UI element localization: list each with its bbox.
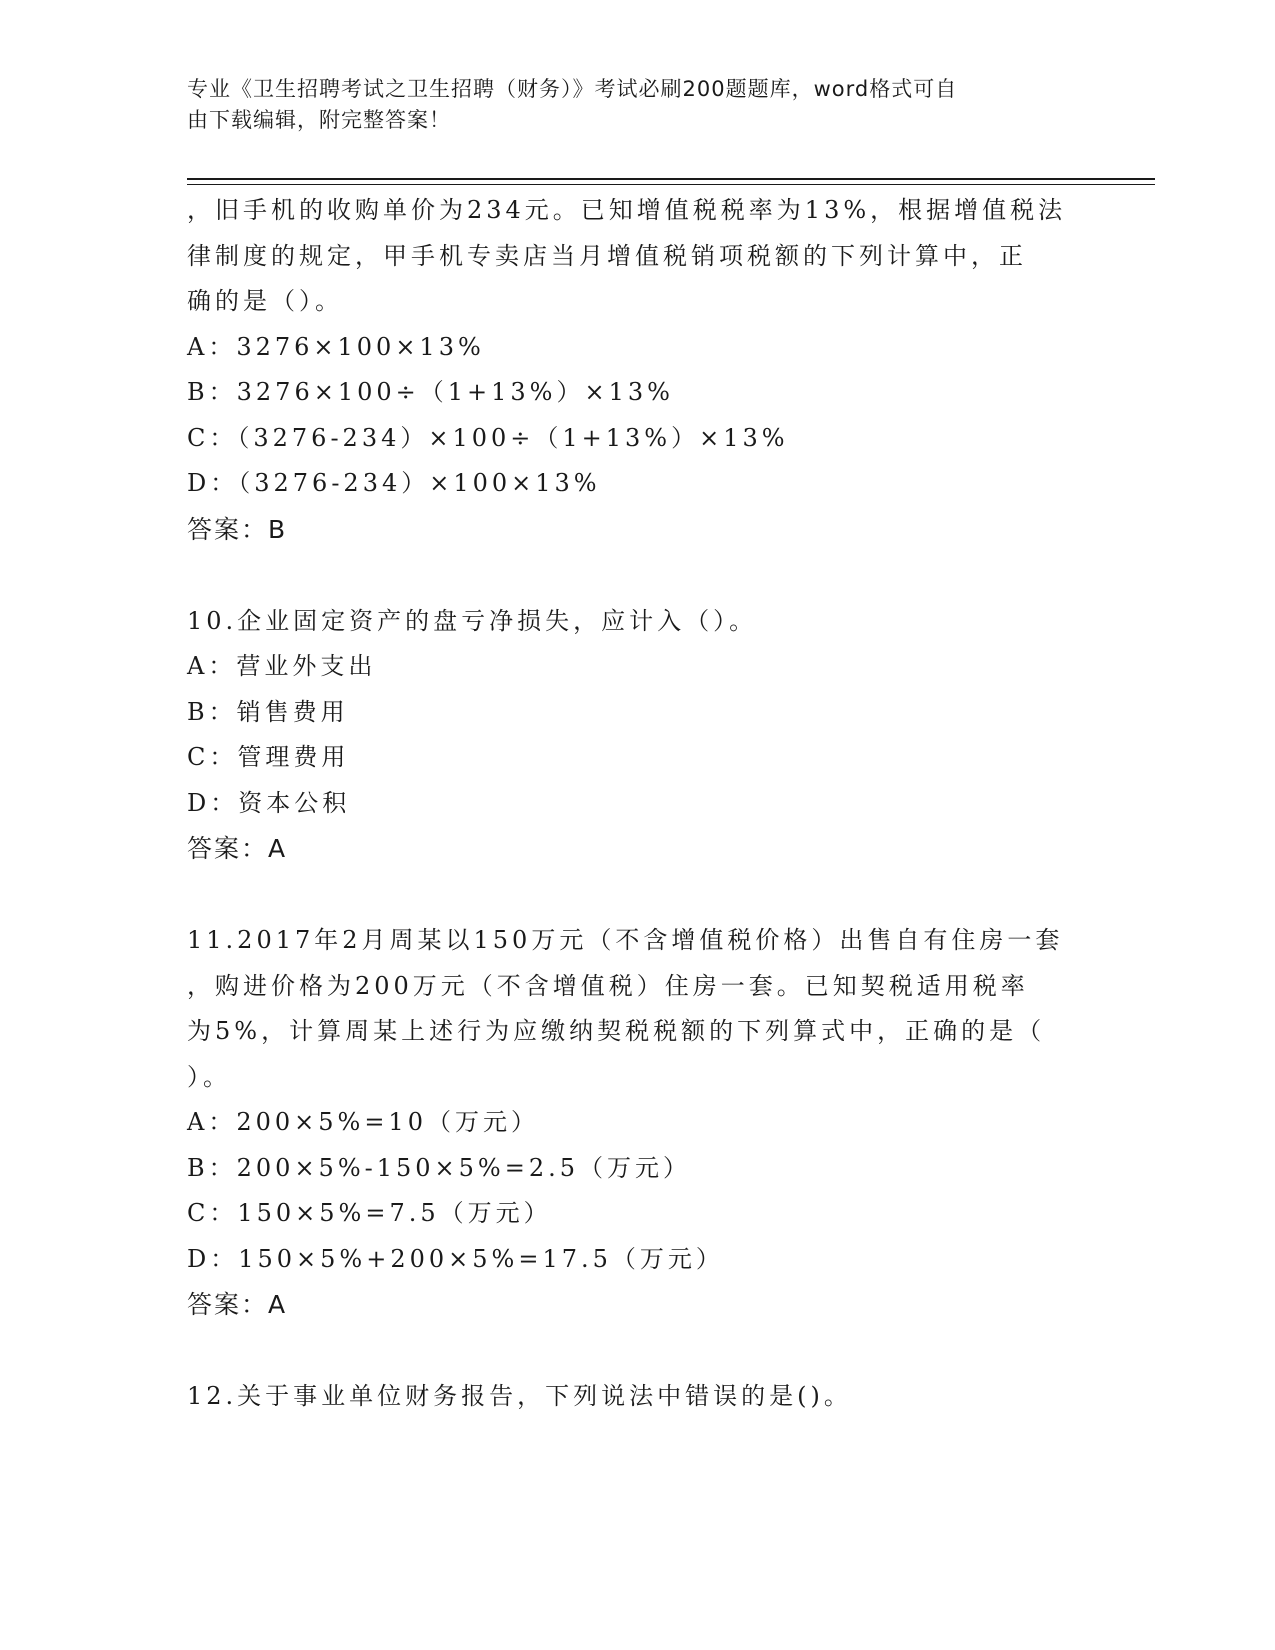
answer-line: 答案：B <box>187 514 288 544</box>
question-12 <box>187 1374 1077 1420</box>
question-stem-line: 12.关于事业单位财务报告，下列说法中错误的是()。 <box>187 1382 852 1410</box>
question-spacer <box>187 872 1077 918</box>
question-stem-line: ，旧手机的收购单价为234元。已知增值税税率为13%，根据增值税法 <box>187 196 1067 224</box>
question-stem-line: 律制度的规定，甲手机专卖店当月增值税销项税额的下列计算中，正 <box>187 241 1027 270</box>
question-11 <box>187 918 1077 1328</box>
question-spacer <box>187 553 1077 599</box>
question-stem-line: ，购进价格为200万元（不含增值税）住房一套。已知契税适用税率 <box>187 971 1029 1000</box>
document-header <box>187 74 1067 136</box>
header-divider-thick <box>187 178 1155 180</box>
option-d: D：资本公积 <box>187 788 351 817</box>
option-c: C：管理费用 <box>187 743 350 771</box>
option-c: C：150×5%=7.5（万元） <box>187 1199 552 1227</box>
header-line-1: 专业《卫生招聘考试之卫生招聘（财务）》考试必刷200题题库，word格式可自 <box>187 77 958 101</box>
question-spacer <box>187 1328 1077 1374</box>
question-stem-line: 10.企业固定资产的盘亏净损失，应计入（）。 <box>187 606 758 635</box>
option-a: A：3276×100×13% <box>187 332 485 361</box>
option-c: C：（3276-234）×100÷（1+13%）×13% <box>187 423 789 452</box>
answer-line: 答案：A <box>187 834 288 863</box>
option-d: D：（3276-234）×100×13% <box>187 469 601 497</box>
header-divider-thin <box>187 184 1155 185</box>
question-9 <box>187 188 1077 553</box>
question-list <box>187 188 1077 1420</box>
option-b: B：3276×100÷（1+13%）×13% <box>187 378 674 406</box>
answer-line: 答案：A <box>187 1290 288 1319</box>
option-a: A：营业外支出 <box>187 652 377 680</box>
option-d: D：150×5%+200×5%=17.5（万元） <box>187 1244 724 1273</box>
question-stem-line: ）。 <box>187 1062 231 1091</box>
option-b: B：200×5%-150×5%=2.5（万元） <box>187 1153 692 1182</box>
option-b: B：销售费用 <box>187 697 349 726</box>
question-10 <box>187 599 1077 873</box>
question-stem-line: 确的是（）。 <box>187 287 343 315</box>
option-a: A：200×5%=10（万元） <box>187 1108 539 1136</box>
question-stem-line: 11.2017年2月周某以150万元（不含增值税价格）出售自有住房一套 <box>187 926 1064 954</box>
question-stem-line: 为5%，计算周某上述行为应缴纳契税税额的下列算式中，正确的是（ <box>187 1017 1046 1045</box>
header-line-2: 由下载编辑，附完整答案！ <box>187 108 451 132</box>
